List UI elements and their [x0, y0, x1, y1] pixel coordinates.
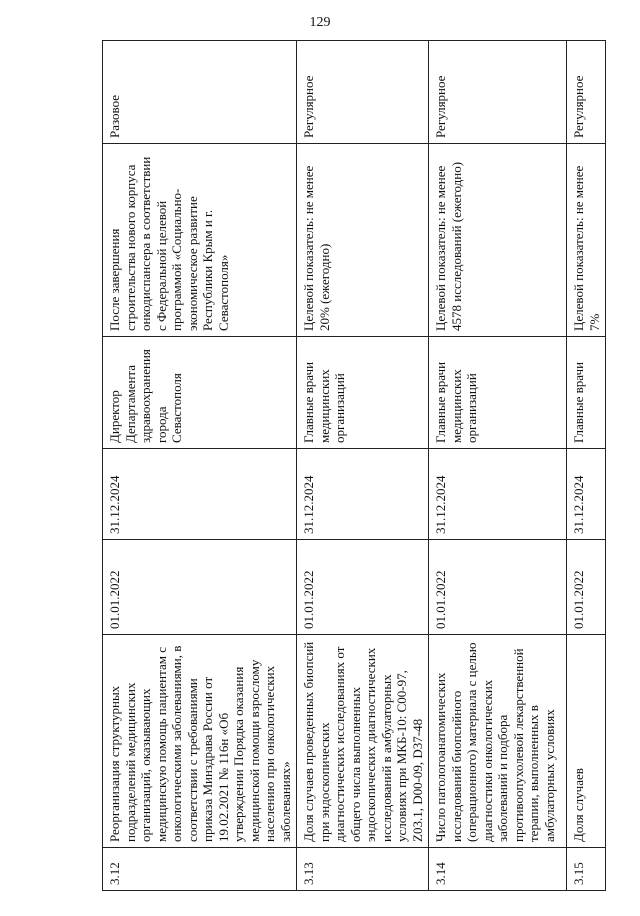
end-date-cell: 31.12.2024 — [429, 449, 567, 540]
start-date-cell: 01.01.2022 — [429, 540, 567, 635]
measure-name-cell: Доля случаев — [567, 635, 606, 848]
measure-name-cell: Число патологоанатомических исследований биопсийного (операционного) материала с целью диагностики онкологических заболеваний и подбора противоопухолевой лекарственной терапии, выполненных в амбулаторных условиях — [429, 635, 567, 848]
item-number-cell: 3.14 — [429, 848, 567, 891]
responsible-cell: Главные врачи медицинских организаций — [429, 337, 567, 449]
start-date-cell: 01.01.2022 — [567, 540, 606, 635]
expected-result-cell: После завершения строительства нового корпуса онкодиспансера в соответствии с Федеральной целевой программой «Социально-экономическое развитие Республики Крым и г. Севастополя» — [103, 144, 297, 337]
table-row — [567, 41, 606, 891]
item-number-cell: 3.13 — [297, 848, 429, 891]
responsible-cell: Директор Департамента здравоохранения города Севастополя — [103, 337, 297, 449]
end-date-cell: 31.12.2024 — [567, 449, 606, 540]
frequency-cell: Регулярное — [429, 41, 567, 144]
measure-name-cell: Доля случаев проведенных биопсий при эндоскопических диагностических исследованиях от общего числа выполненных эндоскопических диагностических исследований в амбулаторных условиях при МКБ-10: С00-97, Z03.1, D00-09, D37-48 — [297, 635, 429, 848]
table-row — [103, 41, 297, 891]
frequency-cell: Регулярное — [567, 41, 606, 144]
rotated-table-container — [102, 41, 602, 891]
measure-name-cell: Реорганизация структурных подразделений медицинских организаций, оказывающих медицинскую помощь пациентам с онкологическими заболеваниями, в соответствии с требованиями приказа Минздрава России от 19.02.2021 № 116н «Об утверждении Порядка оказания медицинской помощи взрослому населению при онкологических заболеваниях» — [103, 635, 297, 848]
measures-table — [102, 40, 606, 891]
responsible-cell: Главные врачи медицинских организаций — [297, 337, 429, 449]
measures-table-frame — [102, 41, 602, 891]
item-number-cell: 3.15 — [567, 848, 606, 891]
end-date-cell: 31.12.2024 — [297, 449, 429, 540]
table-row — [429, 41, 567, 891]
table-row — [297, 41, 429, 891]
end-date-cell: 31.12.2024 — [103, 449, 297, 540]
expected-result-cell: Целевой показатель: не менее 7% — [567, 144, 606, 337]
responsible-cell: Главные врачи — [567, 337, 606, 449]
item-number-cell: 3.12 — [103, 848, 297, 891]
start-date-cell: 01.01.2022 — [297, 540, 429, 635]
start-date-cell: 01.01.2022 — [103, 540, 297, 635]
frequency-cell: Разовое — [103, 41, 297, 144]
expected-result-cell: Целевой показатель: не менее 4578 исследований (ежегодно) — [429, 144, 567, 337]
page-number: 129 — [309, 15, 331, 30]
frequency-cell: Регулярное — [297, 41, 429, 144]
expected-result-cell: Целевой показатель: не менее 20% (ежегодно) — [297, 144, 429, 337]
